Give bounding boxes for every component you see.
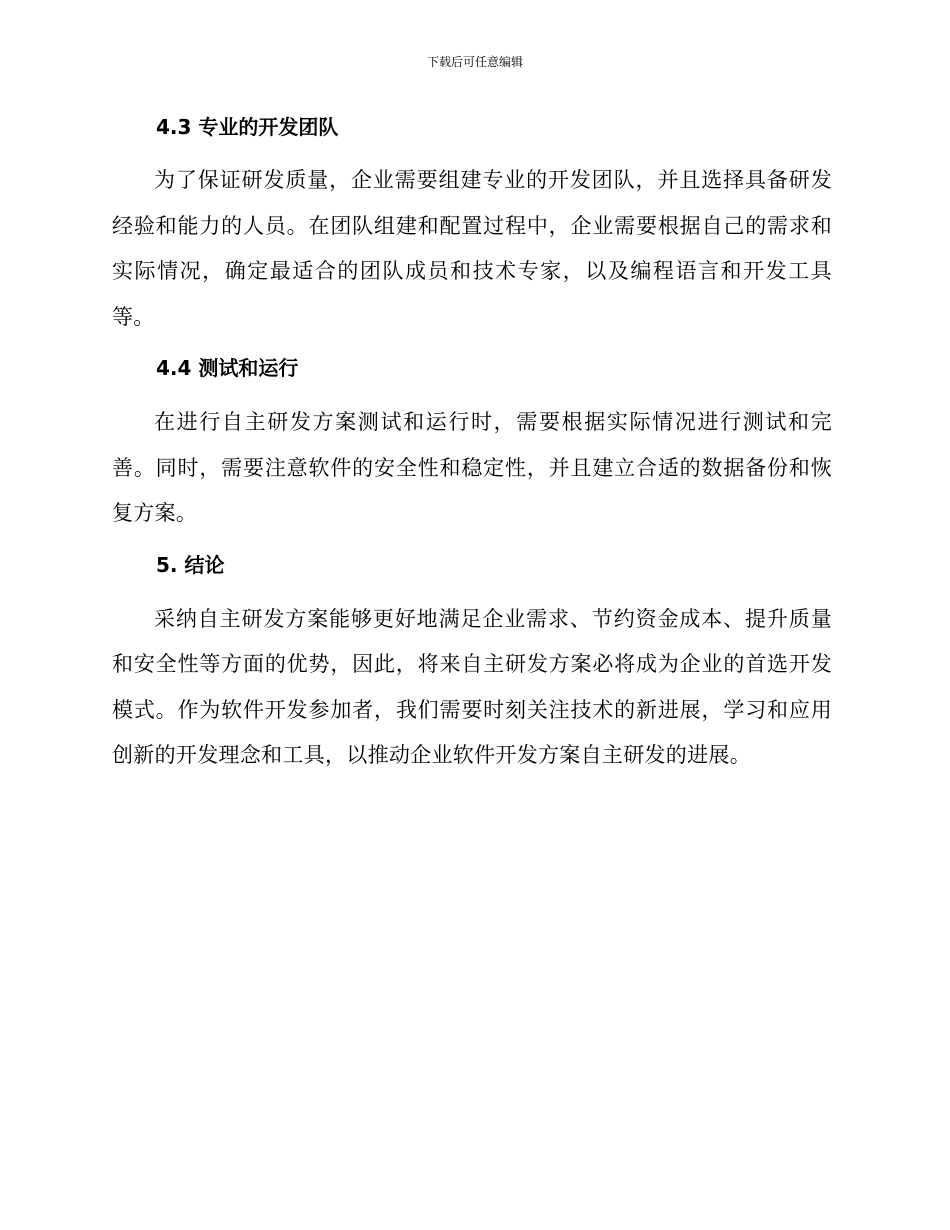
section-paragraph-5: 采纳自主研发方案能够更好地满足企业需求、节约资金成本、提升质量和安全性等方面的优势，因此，将来自主研发方案必将成为企业的首选开发模式。作为软件开发参加者，我们需要时刻关注技术的新进展，学习和应用创新的开发理念和工具，以推动企业软件开发方案自主研发的进展。 [112,606,832,767]
section-paragraph-4-4: 在进行自主研发方案测试和运行时，需要根据实际情况进行测试和完善。同时，需要注意软件的安全性和稳定性，并且建立合适的数据备份和恢复方案。 [112,410,832,525]
document-body [112,112,832,779]
page-header-note: 下载后可任意编辑 [426,55,523,69]
section-heading-4-3: 4.3 专业的开发团队 [156,115,339,139]
section-heading-5: 5. 结论 [156,552,225,577]
section-heading-4-4: 4.4 测试和运行 [156,356,299,380]
section-paragraph-4-3: 为了保证研发质量，企业需要组建专业的开发团队，并且选择具备研发经验和能力的人员。在团队组建和配置过程中，企业需要根据自己的需求和实际情况，确定最适合的团队成员和技术专家，以及编程语言和开发工具等。 [112,168,832,329]
